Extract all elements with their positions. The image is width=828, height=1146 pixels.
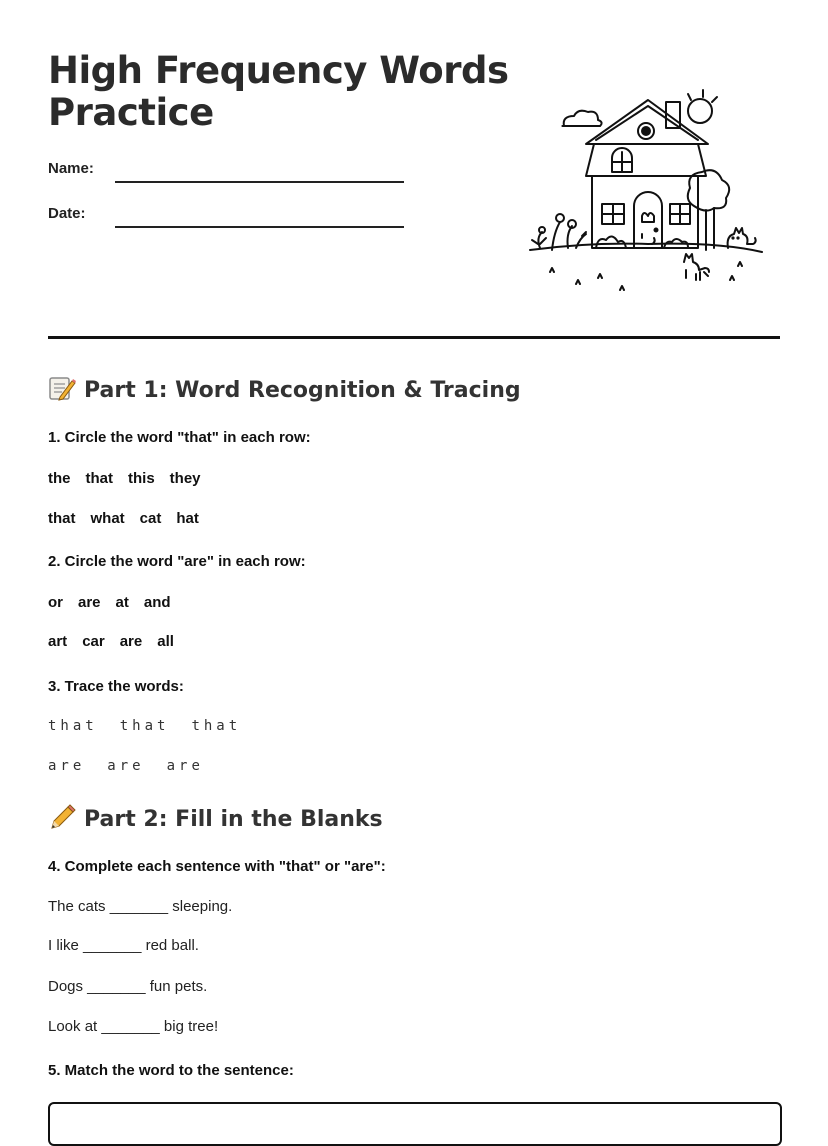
date-label: Date: (48, 205, 86, 222)
trace-word[interactable]: that (119, 718, 170, 734)
sentence-4: Look at _______ big tree! (48, 1018, 219, 1035)
trace-row-1 (48, 718, 263, 734)
title-line-2: Practice (48, 91, 214, 134)
memo-icon (48, 375, 76, 401)
word-option[interactable]: art (48, 633, 68, 650)
house-illustration (524, 88, 768, 300)
question-1: 1. Circle the word "that" in each row: (48, 429, 311, 446)
title-line-1: High Frequency Words (48, 49, 509, 92)
sentence-3: Dogs _______ fun pets. (48, 978, 208, 995)
name-field[interactable] (48, 160, 408, 190)
part1-heading (48, 375, 521, 403)
trace-row-2 (48, 758, 226, 774)
section-divider (48, 336, 780, 339)
question-4: 4. Complete each sentence with "that" or "are": (48, 858, 386, 875)
sentence-2: I like _______ red ball. (48, 937, 199, 954)
word-option[interactable]: the (48, 470, 71, 487)
date-line[interactable] (115, 226, 404, 228)
word-option[interactable]: that (85, 470, 113, 487)
word-option[interactable]: are (78, 594, 101, 611)
word-option[interactable]: all (157, 633, 174, 650)
question-5: 5. Match the word to the sentence: (48, 1062, 294, 1079)
part2-heading (48, 804, 383, 832)
sentence-1: The cats _______ sleeping. (48, 898, 233, 915)
question-2: 2. Circle the word "are" in each row: (48, 553, 306, 570)
q1-row-2 (48, 510, 214, 527)
trace-word[interactable]: that (48, 718, 98, 734)
q2-row-2 (48, 633, 189, 650)
word-option[interactable]: this (128, 470, 155, 487)
q1-row-1 (48, 470, 216, 487)
word-option[interactable]: what (90, 510, 125, 527)
pencil-icon (48, 804, 76, 830)
word-option[interactable]: cat (139, 510, 162, 527)
trace-word[interactable]: are (166, 758, 204, 774)
word-option[interactable]: that (48, 510, 76, 527)
word-option[interactable]: at (115, 594, 129, 611)
word-option[interactable]: car (82, 633, 105, 650)
part1-heading-text: Part 1: Word Recognition & Tracing (84, 378, 521, 403)
question-3: 3. Trace the words: (48, 678, 184, 695)
word-option[interactable]: or (48, 594, 63, 611)
page-title (48, 50, 518, 134)
trace-word[interactable]: that (191, 718, 242, 734)
q2-row-1 (48, 594, 186, 611)
word-option[interactable]: they (169, 470, 201, 487)
name-line[interactable] (115, 181, 404, 183)
name-label: Name: (48, 160, 94, 177)
trace-word[interactable]: are (48, 758, 86, 774)
match-box (48, 1102, 782, 1146)
date-field[interactable] (48, 205, 408, 235)
part2-heading-text: Part 2: Fill in the Blanks (84, 807, 383, 832)
word-option[interactable]: and (143, 594, 171, 611)
word-option[interactable]: hat (176, 510, 199, 527)
word-option[interactable]: are (119, 633, 143, 650)
trace-word[interactable]: are (107, 758, 145, 774)
